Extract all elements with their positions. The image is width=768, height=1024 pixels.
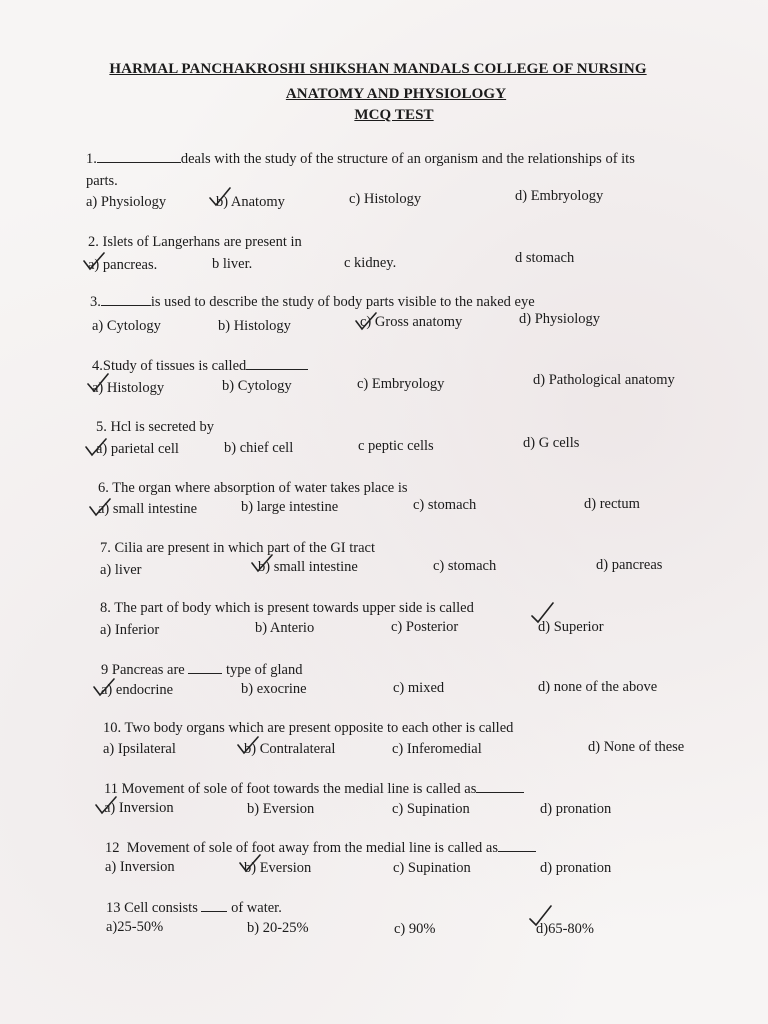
q12-option-b: b) Eversion [244, 860, 312, 876]
q12-option-c: c) Supination [393, 860, 471, 876]
question-number: 6. [98, 480, 109, 496]
q6-option-b: b) large intestine [241, 499, 339, 515]
question-number: 2. [88, 234, 99, 250]
q8-option-c: c) Posterior [391, 619, 459, 635]
question-text: Hcl is secreted by [110, 419, 214, 435]
q12-option-d: d) pronation [540, 860, 612, 876]
question-13 [106, 899, 282, 917]
test-title: MCQ TEST [354, 107, 434, 123]
q8-option-d: d) Superior [538, 619, 604, 635]
question-11 [104, 780, 524, 798]
q10-option-c: c) Inferomedial [392, 741, 482, 757]
question-4 [92, 357, 308, 375]
q11-option-b: b) Eversion [247, 801, 315, 817]
q7-option-a: a) liver [100, 562, 142, 578]
q9-option-d: d) none of the above [538, 679, 658, 695]
q4-option-b: b) Cytology [222, 378, 292, 394]
q13-option-d: d)65-80% [536, 921, 594, 937]
question-text: deals with the study of the structure of an organism and the relationships of its [180, 151, 635, 167]
question-text-end: type of gland [225, 662, 303, 678]
q4-option-d: d) Pathological anatomy [533, 372, 675, 388]
question-number: 7. [100, 540, 111, 556]
q7-option-d: d) pancreas [596, 557, 663, 573]
q6-option-a: a) small intestine [98, 501, 198, 517]
question-number: 10. [103, 720, 122, 736]
question-9 [101, 661, 303, 679]
question-text: The part of body which is present towards upper side is called [114, 600, 474, 616]
answer-blank [201, 899, 227, 912]
q10-option-d: d) None of these [588, 739, 685, 755]
question-number: 9 [101, 662, 109, 678]
question-6 [98, 480, 408, 497]
question-12 [105, 839, 536, 857]
answer-blank [476, 780, 524, 793]
q12-option-a: a) Inversion [105, 859, 175, 875]
q13-option-b: b) 20-25% [247, 920, 309, 936]
q9-option-b: b) exocrine [241, 681, 307, 697]
q2-option-d: d stomach [515, 250, 575, 266]
q9-option-a: a) endocrine [101, 682, 174, 698]
q5-option-d: d) G cells [523, 435, 580, 451]
q8-option-b: b) Anterio [255, 620, 315, 636]
q11-option-a: a) Inversion [104, 800, 174, 816]
answer-blank [246, 357, 308, 370]
q5-option-c: c peptic cells [358, 438, 434, 454]
q2-option-b: b liver. [212, 256, 253, 272]
question-number: 13 [106, 900, 121, 916]
q3-option-a: a) Cytology [92, 318, 161, 334]
q6-option-c: c) stomach [413, 497, 477, 513]
q11-option-d: d) pronation [540, 801, 612, 817]
question-text: is used to describe the study of body parts visible to the naked eye [150, 294, 535, 310]
question-text: Two body organs which are present opposite to each other is called [124, 720, 514, 736]
question-1-line2: parts. [86, 173, 118, 189]
q8-option-a: a) Inferior [100, 622, 160, 638]
question-number: 1. [86, 151, 97, 167]
question-text-end: of water. [231, 900, 282, 916]
q4-option-a: a) Histology [92, 380, 165, 396]
q1-option-b: b) Anatomy [216, 194, 285, 210]
q10-option-a: a) Ipsilateral [103, 741, 176, 757]
question-text: Study of tissues is called [102, 358, 247, 374]
question-8 [100, 600, 474, 617]
answer-blank [101, 293, 151, 306]
question-text: Islets of Langerhans are present in [102, 234, 302, 250]
q2-option-a: a) pancreas. [88, 257, 158, 273]
question-5 [96, 419, 214, 436]
question-3 [90, 293, 535, 311]
q5-option-a: a) parietal cell [96, 441, 179, 457]
question-text: The organ where absorption of water takes place is [112, 480, 408, 496]
question-text-start: Cell consists [124, 900, 198, 916]
q3-option-d: d) Physiology [519, 311, 600, 327]
question-text: Movement of sole of foot towards the medial line is called as [121, 781, 477, 797]
q4-option-c: c) Embryology [357, 376, 445, 392]
question-7 [100, 540, 375, 557]
answer-blank [188, 661, 222, 674]
college-title: HARMAL PANCHAKROSHI SHIKSHAN MANDALS COLLEGE OF NURSING [109, 61, 647, 77]
subject-title: ANATOMY AND PHYSIOLOGY [285, 86, 507, 102]
q1-option-c: c) Histology [349, 191, 422, 207]
q3-option-b: b) Histology [218, 318, 291, 334]
answer-blank [498, 839, 536, 852]
q1-option-a: a) Physiology [86, 194, 167, 210]
question-1 [86, 150, 635, 168]
question-number: 5. [96, 419, 107, 435]
question-number: 12 [105, 840, 120, 856]
q13-option-c: c) 90% [394, 921, 436, 937]
question-number: 3. [90, 294, 101, 310]
q13-option-a: a)25-50% [106, 919, 164, 935]
q1-option-d: d) Embryology [515, 188, 604, 204]
q2-option-c: c kidney. [344, 255, 397, 271]
answer-blank [97, 150, 181, 163]
question-text: Cilia are present in which part of the GI tract [114, 540, 375, 556]
q10-option-b: b) Contralateral [244, 741, 336, 757]
q5-option-b: b) chief cell [224, 440, 294, 456]
q7-option-b: b) small intestine [258, 559, 358, 575]
question-text: Movement of sole of foot away from the medial line is called as [126, 840, 499, 856]
question-10 [103, 720, 513, 737]
question-number: 8. [100, 600, 111, 616]
q6-option-d: d) rectum [584, 496, 640, 512]
question-2 [88, 234, 302, 251]
q3-option-c: c) Gross anatomy [360, 314, 463, 330]
q7-option-c: c) stomach [433, 558, 497, 574]
question-number: 4. [92, 358, 103, 374]
q11-option-c: c) Supination [392, 801, 470, 817]
q9-option-c: c) mixed [393, 680, 445, 696]
question-text-start: Pancreas are [111, 662, 185, 678]
question-number: 11 [104, 781, 118, 797]
